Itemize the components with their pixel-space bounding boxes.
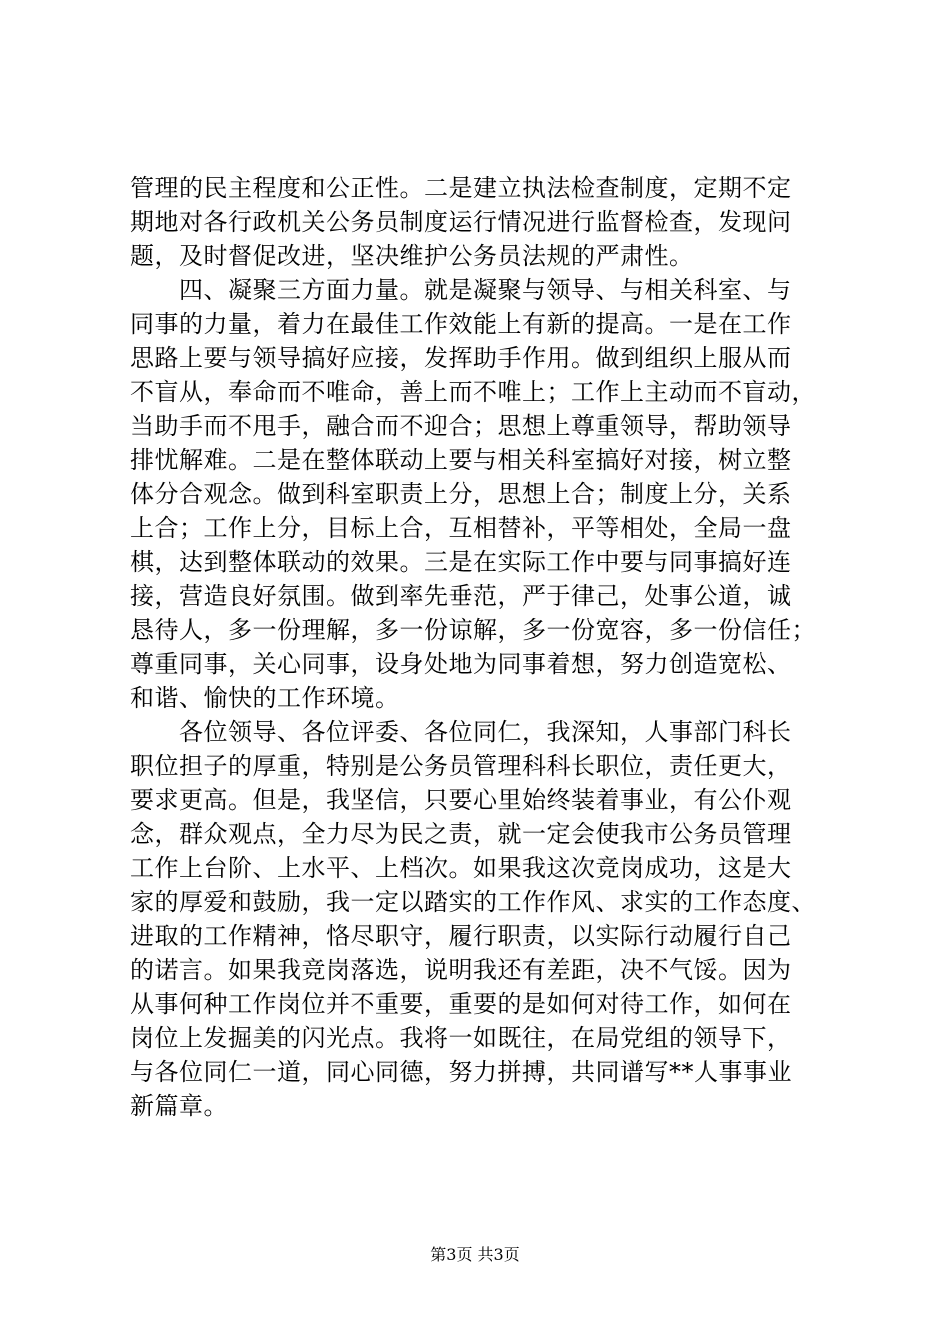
text-line: 职位担子的厚重，特别是公务员管理科科长职位，责任更大，: [130, 752, 792, 780]
text-line: 四、凝聚三方面力量。就是凝聚与领导、与相关科室、与: [130, 276, 792, 304]
text-line: 排忧解难。二是在整体联动上要与相关科室搞好对接，树立整: [130, 446, 792, 474]
text-line: 岗位上发掘美的闪光点。我将一如既往，在局党组的领导下，: [130, 1024, 792, 1052]
text-line: 要求更高。但是，我坚信，只要心里始终装着事业，有公仆观: [130, 786, 792, 814]
text-line: 的诺言。如果我竞岗落选，说明我还有差距，决不气馁。因为: [130, 956, 792, 984]
page-number-footer: 第3页 共3页: [430, 1245, 520, 1264]
text-line: 工作上台阶、上水平、上档次。如果我这次竞岗成功，这是大: [130, 854, 792, 882]
text-line: 和谐、愉快的工作环境。: [130, 684, 400, 712]
text-line: 恳待人，多一份理解，多一份谅解，多一份宽容，多一份信任；: [130, 616, 816, 644]
text-line: 进取的工作精神，恪尽职守，履行职责，以实际行动履行自己: [130, 922, 792, 950]
text-line: 上合；工作上分，目标上合，互相替补，平等相处，全局一盘: [130, 514, 792, 542]
text-line: 期地对各行政机关公务员制度运行情况进行监督检查，发现问: [130, 208, 792, 236]
text-line: 各位领导、各位评委、各位同仁，我深知，人事部门科长: [130, 718, 792, 746]
text-line: 体分合观念。做到科室职责上分，思想上合；制度上分，关系: [130, 480, 792, 508]
text-line: 同事的力量，着力在最佳工作效能上有新的提高。一是在工作: [130, 310, 792, 338]
document-body: [130, 171, 830, 1123]
text-line: 从事何种工作岗位并不重要，重要的是如何对待工作，如何在: [130, 990, 792, 1018]
text-line: 与各位同仁一道，同心同德，努力拼搏，共同谱写**人事事业: [130, 1058, 792, 1086]
text-line: 尊重同事，关心同事，设身处地为同事着想，努力创造宽松、: [130, 650, 792, 678]
text-line: 不盲从，奉命而不唯命，善上而不唯上；工作上主动而不盲动，: [130, 378, 816, 406]
text-line: 棋，达到整体联动的效果。三是在实际工作中要与同事搞好连: [130, 548, 792, 576]
text-line: 思路上要与领导搞好应接，发挥助手作用。做到组织上服从而: [130, 344, 792, 372]
text-line: 念，群众观点，全力尽为民之责，就一定会使我市公务员管理: [130, 820, 792, 848]
text-line: 新篇章。: [130, 1092, 228, 1120]
text-line: 题，及时督促改进，坚决维护公务员法规的严肃性。: [130, 242, 694, 270]
text-line: 当助手而不甩手，融合而不迎合；思想上尊重领导，帮助领导: [130, 412, 792, 440]
text-line: 管理的民主程度和公正性。二是建立执法检查制度，定期不定: [130, 174, 792, 202]
text-line: 接，营造良好氛围。做到率先垂范，严于律己，处事公道，诚: [130, 582, 792, 610]
text-line: 家的厚爱和鼓励，我一定以踏实的工作作风、求实的工作态度、: [130, 888, 816, 916]
